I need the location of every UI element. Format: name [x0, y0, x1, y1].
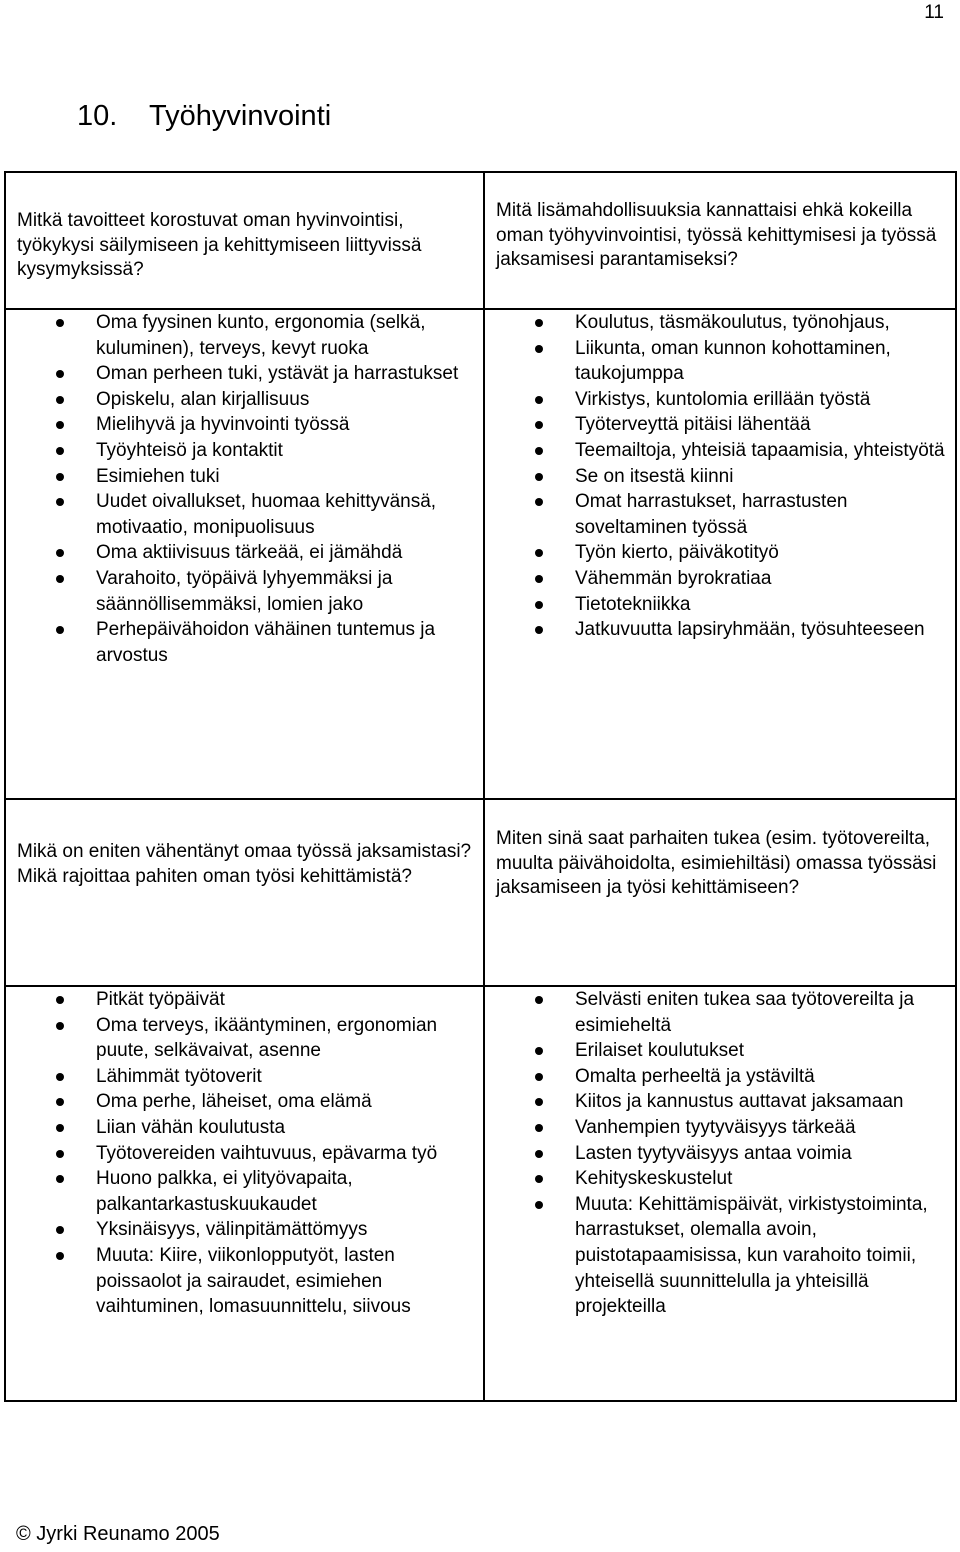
list-item-text: Muuta: Kiire, viikonlopputyöt, lasten poissaolot ja sairaudet, esimiehen vaihtuminen, lomasuunnittelu, siivous — [96, 1244, 411, 1318]
list-item — [6, 1115, 483, 1141]
bullet-icon — [535, 421, 543, 429]
list-item-text: Työterveyttä pitäisi lähentää — [575, 414, 811, 436]
list-item — [485, 987, 955, 1038]
list-item-text: Uudet oivallukset, huomaa kehittyvänsä, motivaatio, monipuolisuus — [96, 491, 437, 538]
bullet-icon — [535, 996, 543, 1004]
list-item — [6, 1013, 483, 1064]
answer-list-support — [485, 987, 955, 1320]
bullet-icon — [535, 319, 543, 327]
bullet-icon — [535, 1073, 543, 1081]
list-item — [6, 1089, 483, 1115]
bullet-icon — [56, 1124, 64, 1132]
answers-cell-support — [484, 986, 956, 1401]
list-item — [6, 540, 483, 566]
list-item-text: Virkistys, kuntolomia erillään työstä — [575, 388, 871, 410]
list-item — [6, 1064, 483, 1090]
list-item-text: Selvästi eniten tukea saa työtovereilta ja esimieheltä — [575, 989, 915, 1036]
list-item-text: Erilaiset koulutukset — [575, 1040, 744, 1062]
list-item-text: Omat harrastukset, harrastusten soveltaminen työssä — [575, 491, 848, 538]
list-item — [485, 387, 955, 413]
bullet-icon — [535, 1047, 543, 1055]
bullet-icon — [535, 626, 543, 634]
list-item — [485, 592, 955, 618]
list-item-text: Pitkät työpäivät — [96, 989, 225, 1010]
section-title: Työhyvinvointi — [149, 100, 332, 132]
list-item-text: Huono palkka, ei ylityövapaita, palkantarkastuskuukaudet — [96, 1168, 353, 1215]
bullet-icon — [56, 498, 64, 506]
bullet-icon — [56, 1022, 64, 1030]
list-item — [485, 1115, 955, 1141]
list-item — [6, 1166, 483, 1217]
list-item — [6, 361, 483, 387]
list-item — [485, 617, 955, 643]
list-item-text: Tietotekniikka — [575, 593, 691, 615]
list-item — [485, 336, 955, 387]
bullet-icon — [535, 549, 543, 557]
list-item-text: Työtovereiden vaihtuvuus, epävarma työ — [96, 1142, 438, 1164]
list-item-text: Se on itsestä kiinni — [575, 465, 734, 487]
list-item-text: Perhepäivähoidon vähäinen tuntemus ja arvostus — [96, 619, 436, 666]
question-obstacles: Mikä on eniten vähentänyt omaa työssä jaksamistasi? Mikä rajoittaa pahiten oman työsi kehittämistä? — [17, 841, 472, 887]
section-number: 10. — [77, 100, 118, 132]
bullet-icon — [535, 345, 543, 353]
list-item-text: Koulutus, täsmäkoulutus, työnohjaus, — [575, 312, 890, 333]
list-item — [485, 566, 955, 592]
bullet-icon — [56, 421, 64, 429]
bullet-icon — [535, 1098, 543, 1106]
answer-list-goals — [6, 310, 483, 668]
survey-table — [4, 171, 957, 1402]
bullet-icon — [56, 396, 64, 404]
list-item-text: Opiskelu, alan kirjallisuus — [96, 388, 310, 410]
answers-cell-obstacles — [5, 986, 484, 1401]
bullet-icon — [535, 498, 543, 506]
question-cell-opportunities — [484, 172, 956, 309]
list-item — [485, 1038, 955, 1064]
list-item — [485, 489, 955, 540]
list-item — [6, 617, 483, 668]
bullet-icon — [56, 1098, 64, 1106]
bullet-icon — [56, 1150, 64, 1158]
question-opportunities: Mitä lisämahdollisuuksia kannattaisi ehkä kokeilla oman työhyvinvointisi, työssä kehittymisesi ja työssä jaksamisesi parantamiseksi? — [496, 200, 937, 270]
question-cell-obstacles — [5, 799, 484, 986]
list-item-text: Omalta perheeltä ja ystäviltä — [575, 1065, 815, 1087]
list-item — [6, 987, 483, 1013]
list-item — [6, 1141, 483, 1167]
bullet-icon — [56, 370, 64, 378]
list-item-text: Työn kierto, päiväkotityö — [575, 542, 779, 564]
list-item — [485, 464, 955, 490]
question-cell-goals — [5, 172, 484, 309]
bullet-icon — [535, 575, 543, 583]
list-item-text: Jatkuvuutta lapsiryhmään, työsuhteeseen — [575, 619, 925, 641]
bullet-icon — [56, 447, 64, 455]
list-item — [6, 566, 483, 617]
answer-list-opportunities — [485, 310, 955, 643]
list-item-text: Esimiehen tuki — [96, 465, 220, 487]
bullet-icon — [56, 1252, 64, 1260]
bullet-icon — [56, 1073, 64, 1081]
bullet-icon — [56, 996, 64, 1004]
page-number: 11 — [924, 2, 944, 23]
list-item — [6, 1243, 483, 1320]
list-item-text: Lasten tyytyväisyys antaa voimia — [575, 1142, 852, 1164]
bullet-icon — [535, 1175, 543, 1183]
bullet-icon — [535, 1124, 543, 1132]
list-item — [6, 387, 483, 413]
question-support: Miten sinä saat parhaiten tukea (esim. työtovereilta, muulta päivähoidolta, esimiehiltäsi) omassa työssäsi jaksamiseen ja työsi kehittämiseen? — [496, 828, 937, 898]
copyright-footer: © Jyrki Reunamo 2005 — [16, 1523, 220, 1545]
bullet-icon — [56, 319, 64, 327]
list-item — [6, 1217, 483, 1243]
list-item-text: Vanhempien tyytyväisyys tärkeää — [575, 1116, 856, 1138]
bullet-icon — [535, 1150, 543, 1158]
question-goals: Mitkä tavoitteet korostuvat oman hyvinvointisi, työkykysi säilymiseen ja kehittymiseen liittyvissä kysymyksissä? — [17, 210, 422, 280]
list-item-text: Oma terveys, ikääntyminen, ergonomian puute, selkävaivat, asenne — [96, 1014, 438, 1062]
list-item — [6, 310, 483, 361]
list-item — [485, 412, 955, 438]
list-item — [485, 540, 955, 566]
question-cell-support — [484, 799, 956, 986]
bullet-icon — [56, 1175, 64, 1183]
list-item-text: Oma perhe, läheiset, oma elämä — [96, 1091, 372, 1113]
list-item-text: Yksinäisyys, välinpitämättömyys — [96, 1219, 368, 1241]
bullet-icon — [56, 473, 64, 481]
list-item — [485, 438, 955, 464]
list-item-text: Oma aktiivisuus tärkeää, ei jämähdä — [96, 542, 403, 564]
bullet-icon — [535, 447, 543, 455]
answers-cell-goals — [5, 309, 484, 799]
list-item — [485, 1192, 955, 1320]
list-item-text: Teemailtoja, yhteisiä tapaamisia, yhteistyötä — [575, 439, 945, 461]
list-item-text: Oma fyysinen kunto, ergonomia (selkä, kuluminen), terveys, kevyt ruoka — [96, 312, 426, 359]
list-item — [485, 1064, 955, 1090]
bullet-icon — [56, 1226, 64, 1234]
list-item — [6, 438, 483, 464]
list-item-text: Varahoito, työpäivä lyhyemmäksi ja säännöllisemmäksi, lomien jako — [96, 567, 393, 615]
list-item-text: Liian vähän koulutusta — [96, 1116, 286, 1138]
bullet-icon — [56, 626, 64, 634]
list-item-text: Kehityskeskustelut — [575, 1168, 733, 1190]
list-item-text: Työyhteisö ja kontaktit — [96, 439, 283, 461]
bullet-icon — [535, 601, 543, 609]
list-item-text: Lähimmät työtoverit — [96, 1065, 262, 1087]
list-item — [485, 310, 955, 336]
bullet-icon — [535, 396, 543, 404]
list-item-text: Muuta: Kehittämispäivät, virkistystoiminta, harrastukset, olemalla avoin, puistotapaamisissa, kun varahoito toimii, yhteisellä suunnittelulla ja yhteisillä projekteilla — [575, 1193, 928, 1318]
answers-cell-opportunities — [484, 309, 956, 799]
list-item — [6, 464, 483, 490]
list-item — [6, 412, 483, 438]
list-item-text: Liikunta, oman kunnon kohottaminen, taukojumppa — [575, 337, 891, 385]
bullet-icon — [56, 549, 64, 557]
answer-list-obstacles — [6, 987, 483, 1320]
list-item — [485, 1141, 955, 1167]
list-item — [6, 489, 483, 540]
list-item — [485, 1089, 955, 1115]
page-title — [77, 100, 331, 133]
bullet-icon — [535, 1201, 543, 1209]
bullet-icon — [535, 473, 543, 481]
list-item-text: Kiitos ja kannustus auttavat jaksamaan — [575, 1091, 904, 1113]
list-item — [485, 1166, 955, 1192]
bullet-icon — [56, 575, 64, 583]
list-item-text: Oman perheen tuki, ystävät ja harrastukset — [96, 363, 459, 385]
list-item-text: Mielihyvä ja hyvinvointi työssä — [96, 414, 350, 436]
list-item-text: Vähemmän byrokratiaa — [575, 567, 772, 589]
